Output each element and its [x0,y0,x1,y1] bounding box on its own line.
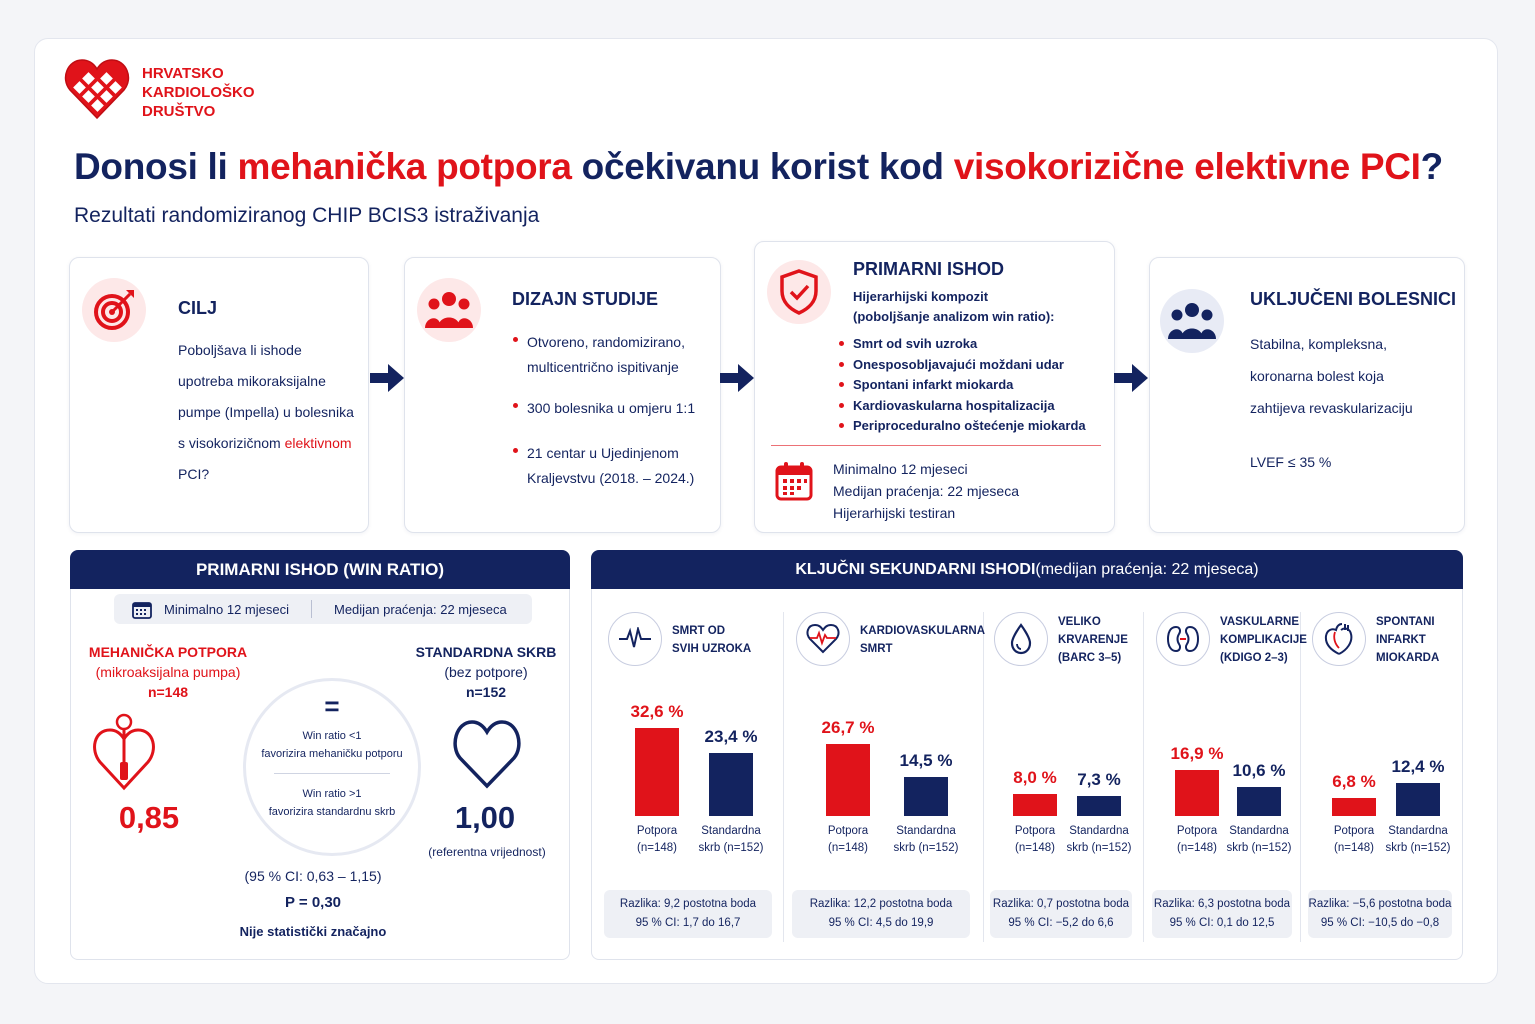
bar-caption-support: Potpora (n=148) [1333,825,1375,854]
difference-box: Razlika: 6,3 postotna boda 95 % CI: 0,1 do 12,5 [1152,890,1292,938]
bar-caption-support: Potpora (n=148) [1014,825,1056,854]
divider [771,445,1101,446]
winratio-significance: Nije statistički značajno [239,924,387,939]
bar-caption-support: Potpora (n=148) [636,825,678,854]
winratio-ci: (95 % CI: 0,63 – 1,15) [244,868,382,884]
people-group-icon [417,278,481,342]
bar-caption-support: Potpora (n=148) [827,825,869,854]
dizajn-title: DIZAJN STUDIJE [512,289,659,309]
std-care-label: STANDARDNA SKRB (bez potpore) n=152 [415,644,557,700]
ecg-icon [608,612,662,666]
cilj-text: Poboljšava li ishode upotreba mikoraksijalne pumpe (Impella) u bolesnika s visokorizičnom elektivnom PCI? [178,342,354,482]
bar-caption-standard: Standardna skrb (n=152) [698,825,764,854]
list-item: Onesposobljavajući moždani udar [837,355,1086,376]
arrow-right-icon [370,364,404,392]
bar-label-standard: 12,4 % [1391,756,1445,776]
list-item: Smrt od svih uzroka [837,334,1086,355]
difference-box: Razlika: 9,2 postotna boda 95 % CI: 1,7 do 16,7 [604,890,772,938]
mech-winratio-value: 0,85 [118,800,180,835]
bar-support [1013,794,1057,816]
list-item: Otvoreno, randomizirano, multicentrično ispitivanje [511,330,695,380]
list-item: 21 centar u Ujedinjenom Kraljevstvu (2018. – 2024.) [511,441,695,491]
difference-box: Razlika: −5,6 postotna boda 95 % CI: −10,5 do −0,8 [1308,890,1452,938]
bar-label-standard: 23,4 % [704,726,758,746]
list-item: 300 bolesnika u omjeru 1:1 [511,396,695,421]
bar-label-support: 32,6 % [630,702,684,721]
bar-caption-standard: Standardna skrb (n=152) [893,825,959,854]
difference-box: Razlika: 0,7 postotna boda 95 % CI: −5,2 do 6,6 [990,890,1132,938]
reference-note: (referentna vrijednost) [428,845,546,859]
primarni-title: PRIMARNI ISHOD [853,259,1005,279]
bar-standard [709,753,753,816]
bar-caption-standard: Standardna skrb (n=152) [1066,825,1132,854]
primarni-box [754,241,1115,533]
page-subtitle: Rezultati randomiziranog CHIP BCIS3 istraživanja [74,204,540,227]
bar-label-support: 6,8 % [1332,771,1376,791]
ukljuceni-title: UKLJUČENI BOLESNICI [1250,289,1457,309]
heart-pump-icon [92,712,156,792]
dizajn-box [404,257,721,533]
arrow-right-icon [720,364,754,392]
column-divider [983,612,984,942]
cilj-box [69,257,369,533]
outcome-label: KARDIOVASKULARNA SMRT [860,625,986,655]
bar-standard [1077,796,1121,816]
cilj-title: CILJ [178,298,218,318]
bar-support [826,744,870,816]
bar-caption-support: Potpora (n=148) [1176,825,1218,854]
bar-caption-standard: Standardna skrb (n=152) [1226,825,1292,854]
bar-support [1332,798,1376,816]
bar-label-standard: 7,3 % [1077,770,1121,790]
winratio-p: P = 0,30 [284,894,342,911]
heart-pulse-icon [796,612,850,666]
bar-standard [1396,783,1440,816]
dizajn-list [511,330,695,491]
logo [64,58,304,128]
winratio-explainer-circle: = Win ratio <1 favorizira mehaničku potporu Win ratio >1 favorizira standardnu skrb [243,678,421,856]
outcome-label: VELIKO KRVARENJE (BARC 3–5) [1058,616,1128,664]
page-title: Donosi li mehanička potpora očekivanu korist kod visokorizične elektivne PCI? [74,146,1443,187]
bar-label-support: 16,9 % [1170,744,1224,764]
list-item: Periproceduralno oštećenje miokarda [837,416,1086,437]
winratio-header: PRIMARNI ISHOD (WIN RATIO) [70,550,570,589]
heart-checker-icon [64,58,130,120]
bar-caption-standard: Standardna skrb (n=152) [1385,825,1451,854]
kidney-icon [1156,612,1210,666]
logo-text: HRVATSKO KARDIOLOŠKO DRUŠTVO [142,65,255,120]
bar-support [635,728,679,816]
primarni-followup: Minimalno 12 mjeseci Medijan praćenja: 22 mjeseca Hijerarhijski testiran [833,461,1019,521]
shield-check-icon [767,260,831,324]
target-icon [82,278,146,342]
list-item: Kardiovaskularna hospitalizacija [837,396,1086,417]
calendar-icon [132,600,152,619]
winratio-followup-pill: Minimalno 12 mjeseci Medijan praćenja: 22 mjeseca [114,594,532,624]
bar-standard [904,777,948,816]
heart-outline-icon [452,718,522,790]
outcome-label: VASKULARNE KOMPLIKACIJE (KDIGO 2–3) [1220,616,1307,664]
primarni-list [837,334,1086,437]
list-item: Spontani infarkt miokarda [837,375,1086,396]
outcome-label: SPONTANI INFARKT MIOKARDA [1376,616,1440,664]
ukljuceni-box [1149,257,1465,533]
bar-label-standard: 10,6 % [1232,761,1286,781]
secondary-header: KLJUČNI SEKUNDARNI ISHODI (medijan praćenja: 22 mjeseca) [591,550,1463,589]
blood-drop-icon [994,612,1048,666]
heart-organ-icon [1312,612,1366,666]
difference-box: Razlika: 12,2 postotna boda 95 % CI: 4,5 do 19,9 [792,890,970,938]
bar-label-support: 26,7 % [821,717,875,737]
calendar-icon [775,461,813,501]
bar-label-standard: 14,5 % [899,750,953,770]
bar-standard [1237,787,1281,816]
mech-support-label: MEHANIČKA POTPORA (mikroaksijalna pumpa) n=148 [88,644,248,700]
ukljuceni-text: Stabilna, kompleksna, koronarna bolest koja zahtijeva revaskularizaciju LVEF ≤ 35 % [1250,336,1413,470]
bar-label-support: 8,0 % [1013,768,1057,788]
column-divider [783,612,784,942]
patients-group-icon [1160,289,1224,353]
primarni-subtitle: Hijerarhijski kompozit (poboljšanje analizom win ratio): [853,289,1055,324]
bar-support [1175,770,1219,816]
std-winratio-value: 1,00 [454,800,516,835]
arrow-right-icon [1114,364,1148,392]
outcome-label: SMRT OD SVIH UZROKA [672,625,752,655]
